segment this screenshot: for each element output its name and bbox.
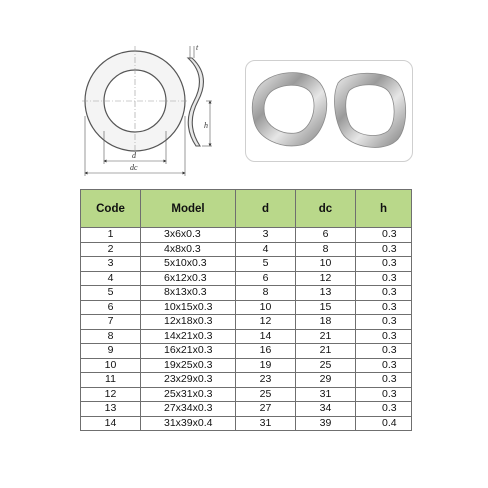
table-row: [81, 315, 412, 330]
cell-dc: 6: [296, 228, 356, 243]
cell-dc: 8: [296, 242, 356, 257]
header-model: Model: [141, 190, 236, 228]
cell-d: 4: [236, 242, 296, 257]
cell-code: 8: [81, 329, 141, 344]
cell-dc: 13: [296, 286, 356, 301]
cell-d: 10: [236, 300, 296, 315]
cell-h: 0.3: [356, 242, 412, 257]
cell-h: 0.3: [356, 387, 412, 402]
table-row: [81, 344, 412, 359]
cell-code: 7: [81, 315, 141, 330]
washer-right-image: [335, 73, 406, 147]
header-h: h: [356, 190, 412, 228]
cell-model: 14x21x0.3: [141, 329, 236, 344]
washer-left-image: [252, 73, 327, 146]
cell-dc: 31: [296, 387, 356, 402]
cell-d: 8: [236, 286, 296, 301]
washer-technical-drawing: [82, 36, 242, 186]
table-row: [81, 402, 412, 417]
cell-code: 5: [81, 286, 141, 301]
cell-dc: 29: [296, 373, 356, 388]
cell-model: 8x13x0.3: [141, 286, 236, 301]
cell-model: 27x34x0.3: [141, 402, 236, 417]
cell-model: 16x21x0.3: [141, 344, 236, 359]
cell-d: 14: [236, 329, 296, 344]
cell-code: 3: [81, 257, 141, 272]
cell-d: 3: [236, 228, 296, 243]
cell-h: 0.3: [356, 286, 412, 301]
cell-model: 23x29x0.3: [141, 373, 236, 388]
cell-model: 10x15x0.3: [141, 300, 236, 315]
cell-code: 6: [81, 300, 141, 315]
cell-dc: 12: [296, 271, 356, 286]
cell-model: 4x8x0.3: [141, 242, 236, 257]
cell-h: 0.3: [356, 271, 412, 286]
product-photo-frame: [245, 60, 413, 162]
table-row: [81, 358, 412, 373]
outer-diameter-label: dc: [130, 163, 138, 172]
cell-d: 23: [236, 373, 296, 388]
table-row: [81, 242, 412, 257]
cell-dc: 21: [296, 344, 356, 359]
cell-model: 31x39x0.4: [141, 416, 236, 431]
cell-dc: 39: [296, 416, 356, 431]
cell-dc: 34: [296, 402, 356, 417]
cell-d: 19: [236, 358, 296, 373]
cell-d: 5: [236, 257, 296, 272]
table-row: [81, 387, 412, 402]
table-body: [81, 228, 412, 431]
cell-h: 0.3: [356, 329, 412, 344]
table-row: [81, 373, 412, 388]
table-header-row: [81, 190, 412, 228]
cell-code: 4: [81, 271, 141, 286]
cell-model: 19x25x0.3: [141, 358, 236, 373]
table-row: [81, 416, 412, 431]
cell-d: 31: [236, 416, 296, 431]
spec-table: [80, 189, 412, 431]
cell-model: 5x10x0.3: [141, 257, 236, 272]
cell-code: 9: [81, 344, 141, 359]
cell-h: 0.3: [356, 402, 412, 417]
cell-dc: 18: [296, 315, 356, 330]
cell-dc: 15: [296, 300, 356, 315]
cell-dc: 21: [296, 329, 356, 344]
table-row: [81, 329, 412, 344]
cell-dc: 25: [296, 358, 356, 373]
cell-code: 10: [81, 358, 141, 373]
table-row: [81, 228, 412, 243]
header-d: d: [236, 190, 296, 228]
cell-h: 0.4: [356, 416, 412, 431]
header-dc: dc: [296, 190, 356, 228]
cell-d: 27: [236, 402, 296, 417]
cell-h: 0.3: [356, 300, 412, 315]
table-row: [81, 271, 412, 286]
cell-code: 13: [81, 402, 141, 417]
cell-code: 1: [81, 228, 141, 243]
cell-h: 0.3: [356, 344, 412, 359]
cell-code: 2: [81, 242, 141, 257]
wave-washers-photo: [246, 61, 411, 160]
cell-code: 12: [81, 387, 141, 402]
cell-h: 0.3: [356, 315, 412, 330]
cell-model: 12x18x0.3: [141, 315, 236, 330]
header-code: Code: [81, 190, 141, 228]
cell-d: 12: [236, 315, 296, 330]
cell-h: 0.3: [356, 358, 412, 373]
cell-h: 0.3: [356, 257, 412, 272]
cell-d: 25: [236, 387, 296, 402]
table-row: [81, 257, 412, 272]
cell-model: 6x12x0.3: [141, 271, 236, 286]
inner-diameter-label: d: [132, 151, 136, 160]
thickness-label: t: [196, 43, 199, 52]
cell-h: 0.3: [356, 228, 412, 243]
height-label: h: [204, 121, 208, 130]
cell-dc: 10: [296, 257, 356, 272]
cell-model: 25x31x0.3: [141, 387, 236, 402]
cell-code: 11: [81, 373, 141, 388]
cell-model: 3x6x0.3: [141, 228, 236, 243]
cell-code: 14: [81, 416, 141, 431]
table-row: [81, 300, 412, 315]
cell-d: 6: [236, 271, 296, 286]
cell-h: 0.3: [356, 373, 412, 388]
cell-d: 16: [236, 344, 296, 359]
table-row: [81, 286, 412, 301]
washer-side-profile: [188, 58, 203, 146]
